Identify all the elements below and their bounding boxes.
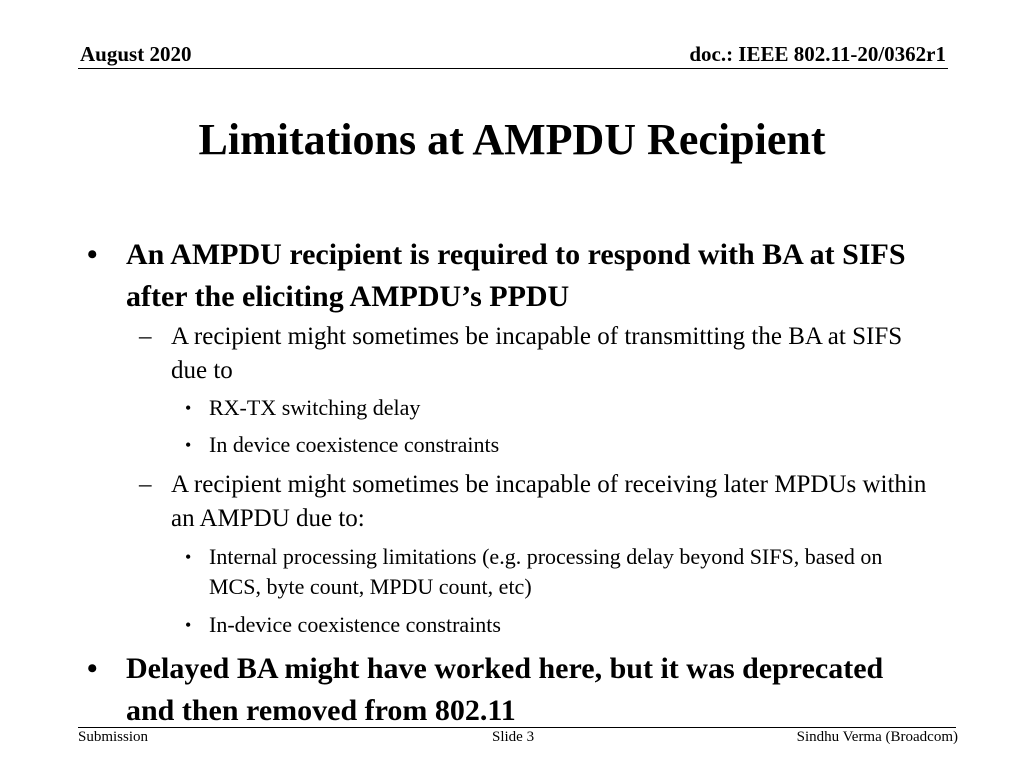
- bullet-text: An AMPDU recipient is required to respond with BA at SIFS after the eliciting AMPDU’s PPDU: [126, 238, 906, 313]
- footer-author: Sindhu Verma (Broadcom): [796, 729, 958, 745]
- bullet-text: In-device coexistence constraints: [209, 612, 501, 637]
- bullet-dot-icon: •: [87, 238, 98, 271]
- bullet-level3: [185, 610, 929, 640]
- bullet-text: Delayed BA might have worked here, but it was deprecated and then removed from 802.11: [126, 652, 884, 727]
- bullet-dot-icon: •: [185, 398, 192, 418]
- header-doc-id: doc.: IEEE 802.11-20/0362r1: [689, 42, 946, 66]
- bullet-dash-icon: –: [139, 471, 152, 498]
- footer-slide-number: Slide 3: [492, 729, 535, 745]
- bullet-dot-icon: •: [87, 652, 98, 685]
- header-divider: [78, 68, 948, 69]
- bullet-level3: [185, 542, 929, 602]
- slide-title: Limitations at AMPDU Recipient: [198, 115, 826, 164]
- bullet-level1: [87, 648, 926, 732]
- bullet-level2: [139, 320, 941, 388]
- bullet-level2: [139, 468, 941, 536]
- bullet-dash-icon: –: [139, 323, 152, 350]
- header-date: August 2020: [80, 42, 192, 66]
- footer-submission: Submission: [78, 729, 149, 745]
- bullet-text: RX-TX switching delay: [209, 395, 421, 420]
- bullet-level3: [185, 393, 929, 423]
- bullet-text: A recipient might sometimes be incapable of receiving later MPDUs within an AMPDU due to:: [171, 471, 927, 532]
- bullet-level3: [185, 430, 929, 460]
- bullet-dot-icon: •: [185, 615, 192, 635]
- bullet-text: A recipient might sometimes be incapable of transmitting the BA at SIFS due to: [171, 323, 903, 384]
- bullet-level1: [87, 234, 926, 318]
- bullet-text: Internal processing limitations (e.g. processing delay beyond SIFS, based on MCS, byte count, MPDU count, etc): [209, 544, 883, 599]
- bullet-dot-icon: •: [185, 547, 192, 567]
- bullet-text: In device coexistence constraints: [209, 432, 500, 457]
- bullet-dot-icon: •: [185, 435, 192, 455]
